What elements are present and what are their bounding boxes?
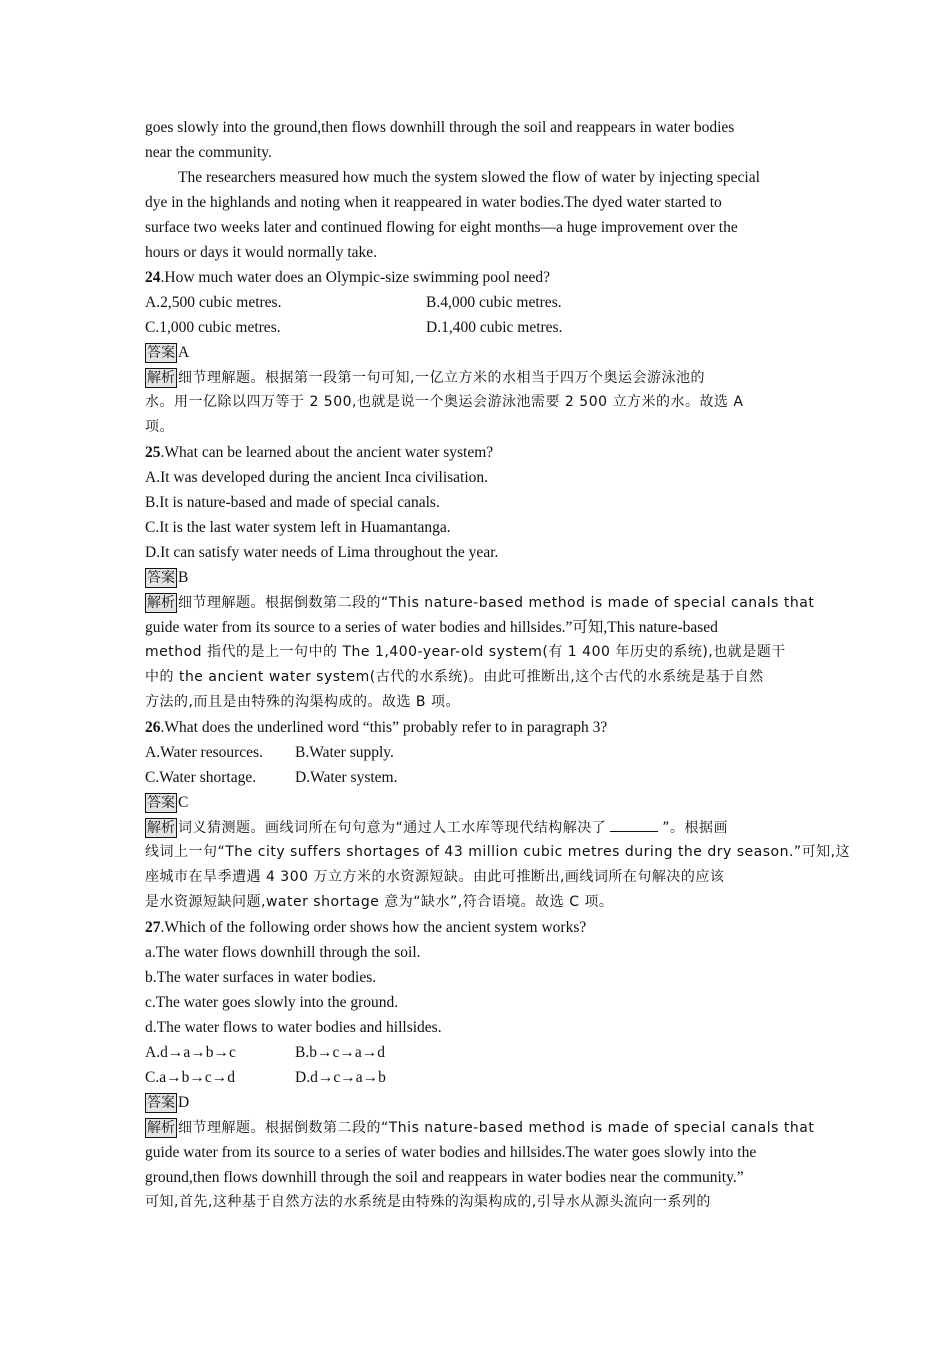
option-a: A.Water resources.	[145, 744, 263, 761]
passage-line: near the community.	[145, 144, 272, 161]
analysis-tag: 解析	[147, 595, 175, 611]
order-item-d: d.The water flows to water bodies and hillsides.	[145, 1019, 442, 1036]
analysis-tag: 解析	[147, 820, 175, 836]
option-d: D.1,400 cubic metres.	[426, 319, 563, 336]
analysis-text: 细节理解题。根据第一段第一句可知,一亿立方米的水相当于四万个奥运会游泳池的	[178, 370, 705, 386]
option-c: C.Water shortage.	[145, 769, 257, 786]
option-c: C.1,000 cubic metres.	[145, 319, 281, 336]
option-b: B.4,000 cubic metres.	[426, 294, 562, 311]
options-row	[145, 1065, 809, 1090]
question-24-stem	[145, 265, 809, 290]
option-a: A.It was developed during the ancient Inca civilisation.	[145, 469, 489, 486]
answer-tag: 答案	[147, 345, 175, 361]
analysis-text: 细节理解题。根据倒数第二段的“This nature-based method is made of special canals that	[178, 1120, 815, 1136]
order-item-b: b.The water surfaces in water bodies.	[145, 969, 377, 986]
question-text: .What can be learned about the ancient water system?	[160, 444, 494, 461]
passage-line: The researchers measured how much the system slowed the flow of water by injecting special	[178, 169, 760, 186]
passage-line: dye in the highlands and noting when it reappeared in water bodies.The dyed water started to	[145, 194, 722, 211]
analysis-tag: 解析	[147, 370, 175, 386]
analysis-text: 细节理解题。根据倒数第二段的“This nature-based method is made of special canals that	[178, 595, 815, 611]
options-row	[145, 1040, 809, 1065]
analysis-line	[145, 590, 815, 615]
option-c: C.a→b→c→d	[145, 1069, 235, 1086]
answer-tag: 答案	[147, 570, 175, 586]
question-26-stem	[145, 715, 809, 740]
analysis-tag: 解析	[147, 1120, 175, 1136]
answer-line	[145, 565, 809, 590]
passage-line: surface two weeks later and continued flowing for eight months—a huge improvement over the	[145, 219, 738, 236]
options-row	[145, 290, 809, 315]
document-content	[145, 115, 851, 1215]
question-text: .Which of the following order shows how the ancient system works?	[160, 919, 587, 936]
answer-value: A	[178, 344, 190, 361]
question-number: 24	[145, 269, 161, 286]
option-d: D.d→c→a→b	[295, 1069, 386, 1086]
analysis-line	[145, 365, 809, 390]
passage-line: hours or days it would normally take.	[145, 244, 378, 261]
option-a: A.2,500 cubic metres.	[145, 294, 282, 311]
options-row	[145, 315, 809, 340]
analysis-line	[145, 815, 809, 840]
question-text: .What does the underlined word “this” probably refer to in paragraph 3?	[160, 719, 608, 736]
options-row	[145, 740, 809, 765]
question-27-stem	[145, 915, 809, 940]
analysis-text: 词义猜测题。画线词所在句句意为“通过人工水库等现代结构解决了	[178, 820, 607, 836]
analysis-text: 项。	[145, 419, 174, 435]
analysis-text: guide water from its source to a series of water bodies and hillsides.”可知,This nature-based	[145, 619, 718, 636]
options-row	[145, 765, 809, 790]
option-d: D.Water system.	[295, 769, 398, 786]
option-b: B.It is nature-based and made of special canals.	[145, 494, 440, 511]
answer-line	[145, 790, 809, 815]
option-b: B.b→c→a→d	[295, 1044, 385, 1061]
option-c: C.It is the last water system left in Huamantanga.	[145, 519, 451, 536]
analysis-text: 座城市在旱季遭遇 4 300 万立方米的水资源短缺。由此可推断出,画线词所在句解决的应该	[145, 869, 725, 885]
answer-value: C	[178, 794, 189, 811]
analysis-text: guide water from its source to a series of water bodies and hillsides.The water goes slowly into the	[145, 1144, 757, 1161]
question-number: 27	[145, 919, 161, 936]
option-d: D.It can satisfy water needs of Lima throughout the year.	[145, 544, 499, 561]
answer-tag: 答案	[147, 1095, 175, 1111]
question-text: .How much water does an Olympic-size swimming pool need?	[160, 269, 551, 286]
order-item-a: a.The water flows downhill through the soil.	[145, 944, 421, 961]
analysis-text: 是水资源短缺问题,water shortage 意为“缺水”,符合语境。故选 C 项。	[145, 894, 614, 910]
analysis-text: 线词上一句“The city suffers shortages of 43 million cubic metres during the dry season.”可知,这	[145, 844, 851, 860]
order-item-c: c.The water goes slowly into the ground.	[145, 994, 399, 1011]
option-a: A.d→a→b→c	[145, 1044, 236, 1061]
passage-line: goes slowly into the ground,then flows downhill through the soil and reappears in water bodies	[145, 119, 735, 136]
analysis-text: ”。根据画	[662, 820, 729, 836]
question-number: 25	[145, 444, 161, 461]
question-number: 26	[145, 719, 161, 736]
answer-line	[145, 340, 809, 365]
analysis-text: 中的 the ancient water system(古代的水系统)。由此可推断出,这个古代的水系统是基于自然	[145, 669, 764, 685]
analysis-text: method 指代的是上一句中的 The 1,400-year-old system(有 1 400 年历史的系统),也就是题干	[145, 644, 786, 660]
fill-blank	[610, 817, 658, 832]
analysis-text: ground,then flows downhill through the soil and reappears in water bodies near the community.”	[145, 1169, 744, 1186]
answer-value: B	[178, 569, 189, 586]
analysis-text: 可知,首先,这种基于自然方法的水系统是由特殊的沟渠构成的,引导水从源头流向一系列的	[145, 1194, 711, 1210]
option-b: B.Water supply.	[295, 744, 394, 761]
analysis-text: 方法的,而且是由特殊的沟渠构成的。故选 B 项。	[145, 694, 460, 710]
answer-tag: 答案	[147, 795, 175, 811]
analysis-text: 水。用一亿除以四万等于 2 500,也就是说一个奥运会游泳池需要 2 500 立方米的水。故选 A	[145, 394, 744, 410]
analysis-line	[145, 1115, 815, 1140]
question-25-stem	[145, 440, 809, 465]
answer-value: D	[178, 1094, 190, 1111]
answer-line	[145, 1090, 809, 1115]
